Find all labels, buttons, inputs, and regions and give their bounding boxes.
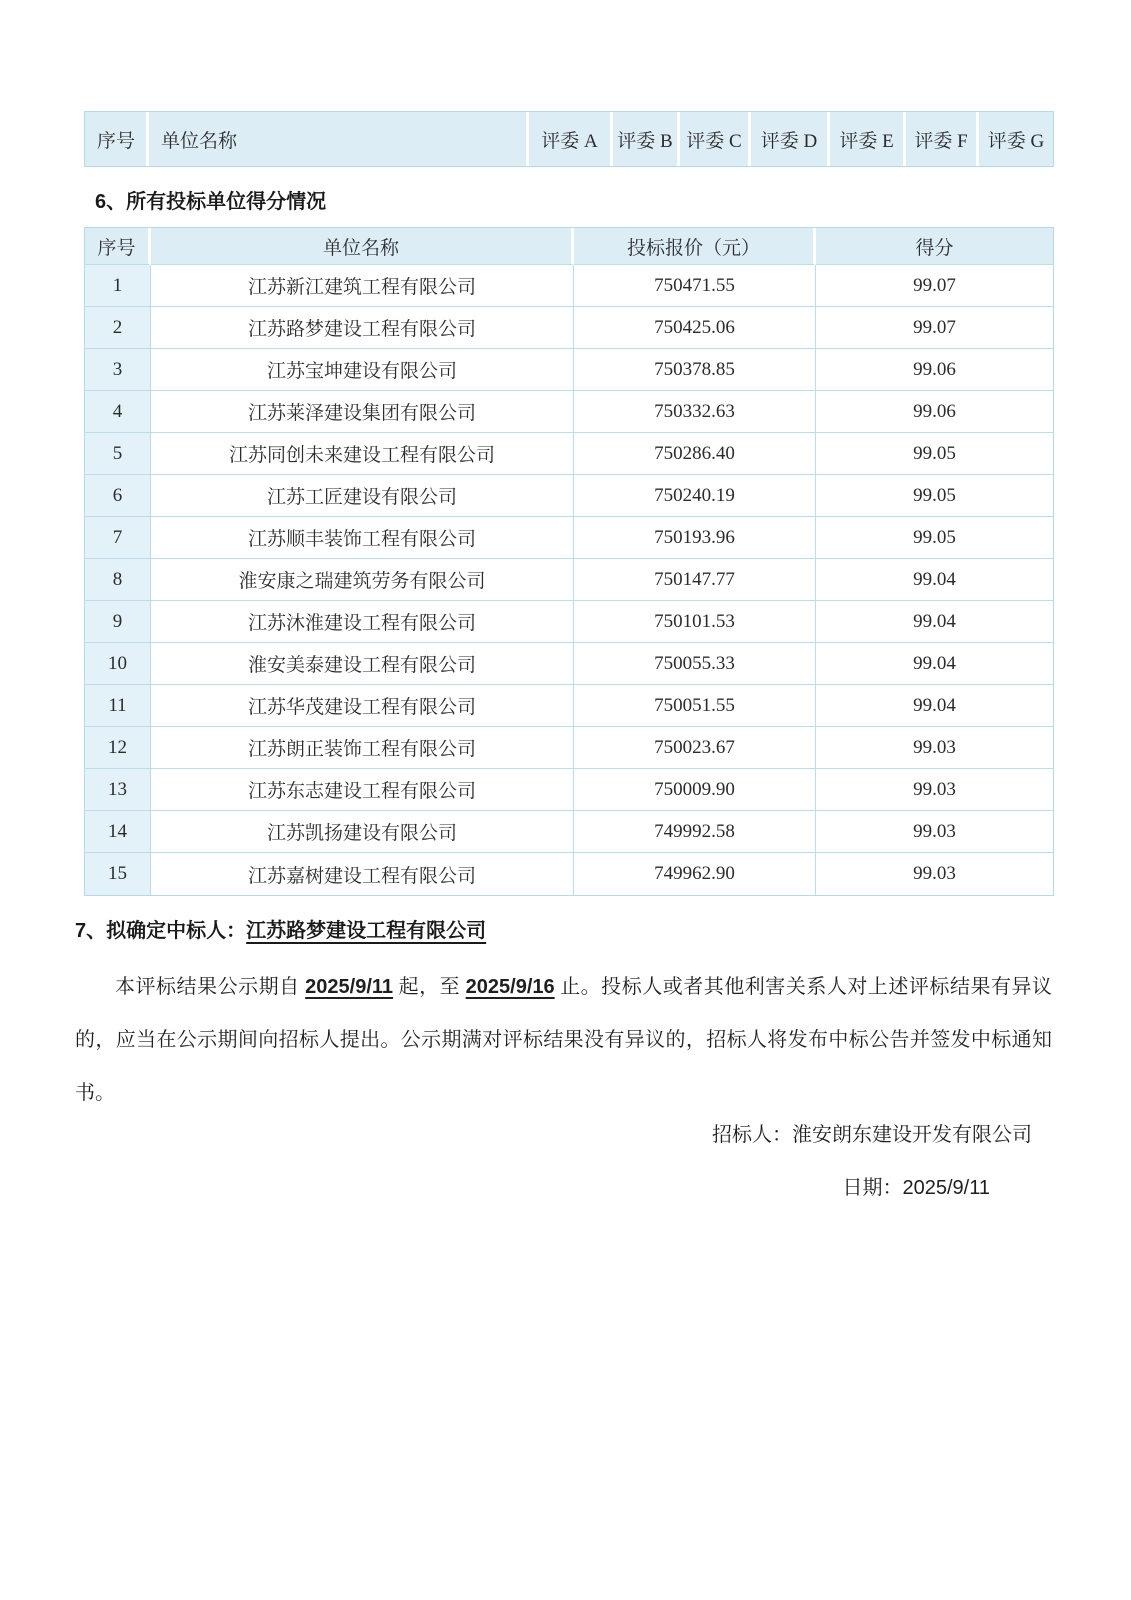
judges-score-table [84, 111, 1054, 167]
score: 99.05 [816, 433, 1053, 475]
row-index: 10 [85, 643, 151, 685]
table-row [85, 265, 1053, 307]
row-index: 7 [85, 517, 151, 559]
row-index: 13 [85, 769, 151, 811]
date-line [843, 1171, 991, 1200]
row-index: 4 [85, 391, 151, 433]
table-row [85, 727, 1053, 769]
winner-company-name: 江苏路梦建设工程有限公司 [246, 920, 487, 942]
table-row [85, 685, 1053, 727]
row-index: 15 [85, 853, 151, 895]
judges-col-header-1: 单位名称 [149, 112, 529, 166]
bid-price: 750051.55 [574, 685, 816, 727]
score: 99.07 [816, 265, 1053, 307]
table-row [85, 601, 1053, 643]
bid-price: 750101.53 [574, 601, 816, 643]
date-label: 日期： [842, 1177, 903, 1199]
section-6-heading: 6、所有投标单位得分情况 [95, 191, 327, 213]
publicity-notice-paragraph [75, 961, 1052, 1120]
date-value: 2025/9/11 [902, 1177, 990, 1199]
bid-price: 750332.63 [574, 391, 816, 433]
bid-price: 750055.33 [574, 643, 816, 685]
row-index: 12 [85, 727, 151, 769]
notice-text-1: 本评标结果公示期自 [115, 976, 306, 998]
row-index: 8 [85, 559, 151, 601]
score-col-header-3: 得分 [816, 228, 1053, 265]
table-row [85, 769, 1053, 811]
score: 99.07 [816, 307, 1053, 349]
company-name: 江苏嘉树建设工程有限公司 [151, 853, 574, 895]
company-name: 江苏凯扬建设有限公司 [151, 811, 574, 853]
score: 99.05 [816, 517, 1053, 559]
row-index: 3 [85, 349, 151, 391]
score-col-header-0: 序号 [85, 228, 151, 265]
row-index: 5 [85, 433, 151, 475]
company-name: 江苏工匠建设有限公司 [151, 475, 574, 517]
bid-price: 749992.58 [574, 811, 816, 853]
tenderer-label: 招标人： [712, 1124, 792, 1146]
bid-price: 749962.90 [574, 853, 816, 895]
bid-score-table [84, 227, 1054, 896]
table-row [85, 559, 1053, 601]
company-name: 江苏路梦建设工程有限公司 [151, 307, 574, 349]
score: 99.05 [816, 475, 1053, 517]
judges-col-header-4: 评委 C [680, 112, 751, 166]
judges-col-header-6: 评委 E [830, 112, 906, 166]
publicity-start-date: 2025/9/11 [305, 976, 394, 998]
bid-price: 750193.96 [574, 517, 816, 559]
notice-text-2: 起，至 [393, 976, 466, 998]
judges-col-header-8: 评委 G [979, 112, 1053, 166]
table-row [85, 643, 1053, 685]
section-7-heading [75, 914, 486, 943]
bid-price: 750147.77 [574, 559, 816, 601]
bid-price: 750240.19 [574, 475, 816, 517]
row-index: 2 [85, 307, 151, 349]
judges-col-header-0: 序号 [85, 112, 149, 166]
score: 99.03 [816, 769, 1053, 811]
score-col-header-1: 单位名称 [151, 228, 574, 265]
row-index: 9 [85, 601, 151, 643]
judges-col-header-7: 评委 F [906, 112, 979, 166]
table-row [85, 811, 1053, 853]
bid-price: 750471.55 [574, 265, 816, 307]
score: 99.06 [816, 349, 1053, 391]
company-name: 淮安美泰建设工程有限公司 [151, 643, 574, 685]
company-name: 江苏顺丰装饰工程有限公司 [151, 517, 574, 559]
score: 99.04 [816, 601, 1053, 643]
table-row [85, 433, 1053, 475]
row-index: 14 [85, 811, 151, 853]
score-header-row [85, 228, 1053, 265]
bid-price: 750425.06 [574, 307, 816, 349]
judges-header-row [85, 112, 1053, 166]
score: 99.04 [816, 559, 1053, 601]
notice-text-3: 止。投标人或者其他利害关系人对上述评标结果有异议的，应当在公示期间向招标人提出。公示期满对评标结果没有异议的，招标人将发布中标公告并签发中标通知书。 [75, 976, 1053, 1104]
company-name: 江苏莱泽建设集团有限公司 [151, 391, 574, 433]
publicity-end-date: 2025/9/16 [465, 976, 555, 998]
judges-col-header-2: 评委 A [529, 112, 613, 166]
table-row [85, 853, 1053, 895]
table-row [85, 349, 1053, 391]
judges-col-header-5: 评委 D [751, 112, 830, 166]
score-col-header-2: 投标报价（元） [574, 228, 816, 265]
bid-price: 750286.40 [574, 433, 816, 475]
score: 99.04 [816, 643, 1053, 685]
company-name: 江苏华茂建设工程有限公司 [151, 685, 574, 727]
bid-price: 750378.85 [574, 349, 816, 391]
score: 99.06 [816, 391, 1053, 433]
company-name: 淮安康之瑞建筑劳务有限公司 [151, 559, 574, 601]
row-index: 1 [85, 265, 151, 307]
table-row [85, 307, 1053, 349]
bid-price: 750023.67 [574, 727, 816, 769]
tenderer-name: 淮安朗东建设开发有限公司 [792, 1124, 1032, 1146]
table-row [85, 475, 1053, 517]
row-index: 6 [85, 475, 151, 517]
company-name: 江苏宝坤建设有限公司 [151, 349, 574, 391]
judges-col-header-3: 评委 B [613, 112, 680, 166]
company-name: 江苏东志建设工程有限公司 [151, 769, 574, 811]
company-name: 江苏沐淮建设工程有限公司 [151, 601, 574, 643]
company-name: 江苏同创未来建设工程有限公司 [151, 433, 574, 475]
score: 99.03 [816, 727, 1053, 769]
company-name: 江苏新江建筑工程有限公司 [151, 265, 574, 307]
score: 99.03 [816, 853, 1053, 895]
score: 99.04 [816, 685, 1053, 727]
company-name: 江苏朗正装饰工程有限公司 [151, 727, 574, 769]
score: 99.03 [816, 811, 1053, 853]
section-7-label: 7、拟确定中标人： [75, 920, 247, 942]
table-row [85, 391, 1053, 433]
bid-price: 750009.90 [574, 769, 816, 811]
tenderer-line [712, 1118, 1032, 1147]
row-index: 11 [85, 685, 151, 727]
table-row [85, 517, 1053, 559]
